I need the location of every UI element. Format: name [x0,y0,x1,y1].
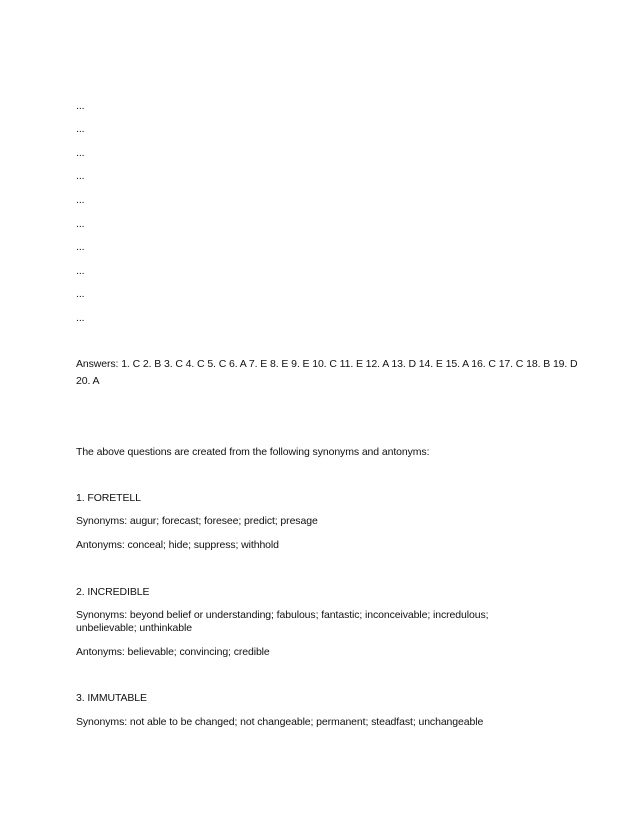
entry-synonyms: Synonyms: beyond belief or understanding; fabulous; fantastic; inconceivable; incredulous; [76,609,489,621]
ellipsis-line: ... [76,194,85,206]
ellipsis-line: ... [76,288,85,300]
ellipsis-line: ... [76,218,85,230]
entry-synonyms: Synonyms: augur; forecast; foresee; predict; presage [76,515,318,527]
entry-heading: 2. INCREDIBLE [76,586,150,598]
entry-heading: 3. IMMUTABLE [76,692,147,704]
ellipsis-line: ... [76,170,85,182]
entry-antonyms: Antonyms: believable; convincing; credible [76,646,270,658]
ellipsis-line: ... [76,147,85,159]
entry-synonyms: Synonyms: not able to be changed; not changeable; permanent; steadfast; unchangeable [76,716,484,728]
ellipsis-line: ... [76,123,85,135]
answers-line-1: Answers: 1. C 2. B 3. C 4. C 5. C 6. A 7. E 8. E 9. E 10. C 11. E 12. A 13. D 14. E 15. A 16. C 17. C 18. B 19. D [76,358,578,370]
intro-paragraph: The above questions are created from the following synonyms and antonyms: [76,446,430,458]
ellipsis-line: ... [76,241,85,253]
ellipsis-line: ... [76,312,85,324]
ellipsis-line: ... [76,265,85,277]
entry-synonyms-continued: unbelievable; unthinkable [76,622,193,634]
entry-heading: 1. FORETELL [76,492,141,504]
ellipsis-line: ... [76,100,85,112]
answers-line-2: 20. A [76,375,100,387]
entry-antonyms: Antonyms: conceal; hide; suppress; withhold [76,539,279,551]
